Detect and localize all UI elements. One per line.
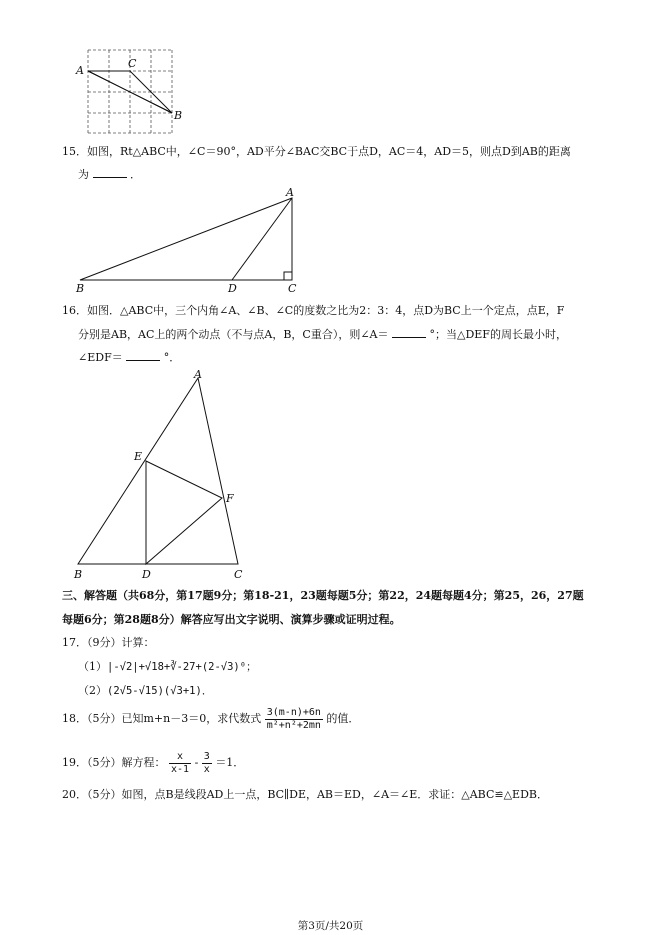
label-b: B: [74, 568, 83, 581]
q16-number: 16．: [62, 304, 87, 317]
q16-line3a: ∠EDF＝: [78, 351, 123, 364]
q19-fraction2: $\frac{3}{x}$: [203, 750, 210, 775]
q18-fraction: $\frac{3(m-n)+6n}{\text{m²+n²+2mn}}$: [266, 706, 321, 731]
question-18: 18．（5分）已知m+n－3＝0，求代数式 $\frac{3(m-n)+6n}{\text{m²+n²+2mn}}$ 的值．: [62, 706, 360, 731]
question-19: 19．（5分）解方程： $\frac{x}{x-1}$ - $\frac{3}{x}$ ＝1．: [62, 750, 245, 775]
q15-line1: 如图，Rt△ABC中，∠C＝90°，AD平分∠BAC交BC于点D，AC＝4，AD＝5，则点D到AB的距离: [87, 145, 571, 158]
label-b: B: [76, 282, 85, 295]
q19-fraction1: $\frac{x}{x-1}$: [171, 750, 190, 775]
question-15-line2: [78, 166, 141, 184]
q17-expr2: (2√5-√15)(√3+1)．: [107, 685, 213, 697]
section-heading-line2: 每题6分；第28题8分）解答应写出文字说明、演算步骤或证明过程。: [62, 613, 401, 626]
question-15: [62, 143, 571, 161]
q16-line1: 如图．△ABC中，三个内角∠A、∠B、∠C的度数之比为2：3：4，点D为BC上一个定点，点E，F: [87, 304, 565, 317]
triangle-def-figure: [70, 368, 255, 583]
q17-part1: （1）|-√2|+√18+∛-27+(2-√3)⁰；: [78, 660, 257, 673]
section-heading: 三、解答题（共68分，第17题9分；第18-21，23题每题5分；第22，24题每题4分；第25，26，27题: [62, 589, 584, 602]
question-17: 17．（9分）计算：: [62, 636, 155, 649]
right-triangle-figure: [70, 186, 310, 296]
q15-number: 15．: [62, 145, 87, 158]
q17-expr1: |-√2|+√18+∛-27+(2-√3)⁰；: [107, 661, 257, 673]
q17-part2: （2）(2√5-√15)(√3+1)．: [78, 684, 213, 697]
question-16-line2: [78, 326, 567, 344]
label-c: C: [234, 568, 243, 581]
label-e: E: [134, 450, 143, 463]
label-c: C: [288, 282, 297, 295]
label-c: C: [128, 57, 137, 70]
q16-line2a: 分别是AB，AC上的两个动点（不与点A，B，C重合），则∠A＝: [78, 328, 389, 341]
answer-blank-15[interactable]: [93, 167, 127, 178]
answer-blank-16b[interactable]: [126, 350, 160, 361]
label-b: B: [174, 109, 183, 122]
label-f: F: [226, 492, 234, 505]
page-footer: [0, 918, 661, 933]
q15-line2-prefix: 为: [78, 168, 89, 181]
answer-blank-16a[interactable]: [392, 327, 426, 338]
label-a: A: [194, 368, 202, 381]
question-20: 20．（5分）如图，点B是线段AD上一点，BC∥DE，AB＝ED，∠A＝∠E．求证：△ABC≌△EDB．: [62, 788, 548, 801]
q16-line3b: °．: [163, 351, 181, 364]
label-a: A: [76, 64, 84, 77]
page-number: 第3页/共20页: [297, 920, 364, 932]
grid-figure: [70, 45, 190, 140]
question-16-line3: [78, 349, 180, 367]
label-d: D: [142, 568, 151, 581]
q15-line2-suffix: ．: [130, 168, 141, 181]
q16-line2b: °；当△DEF的周长最小时，: [429, 328, 567, 341]
question-16: [62, 302, 564, 320]
label-d: D: [228, 282, 237, 295]
label-a: A: [286, 186, 294, 199]
